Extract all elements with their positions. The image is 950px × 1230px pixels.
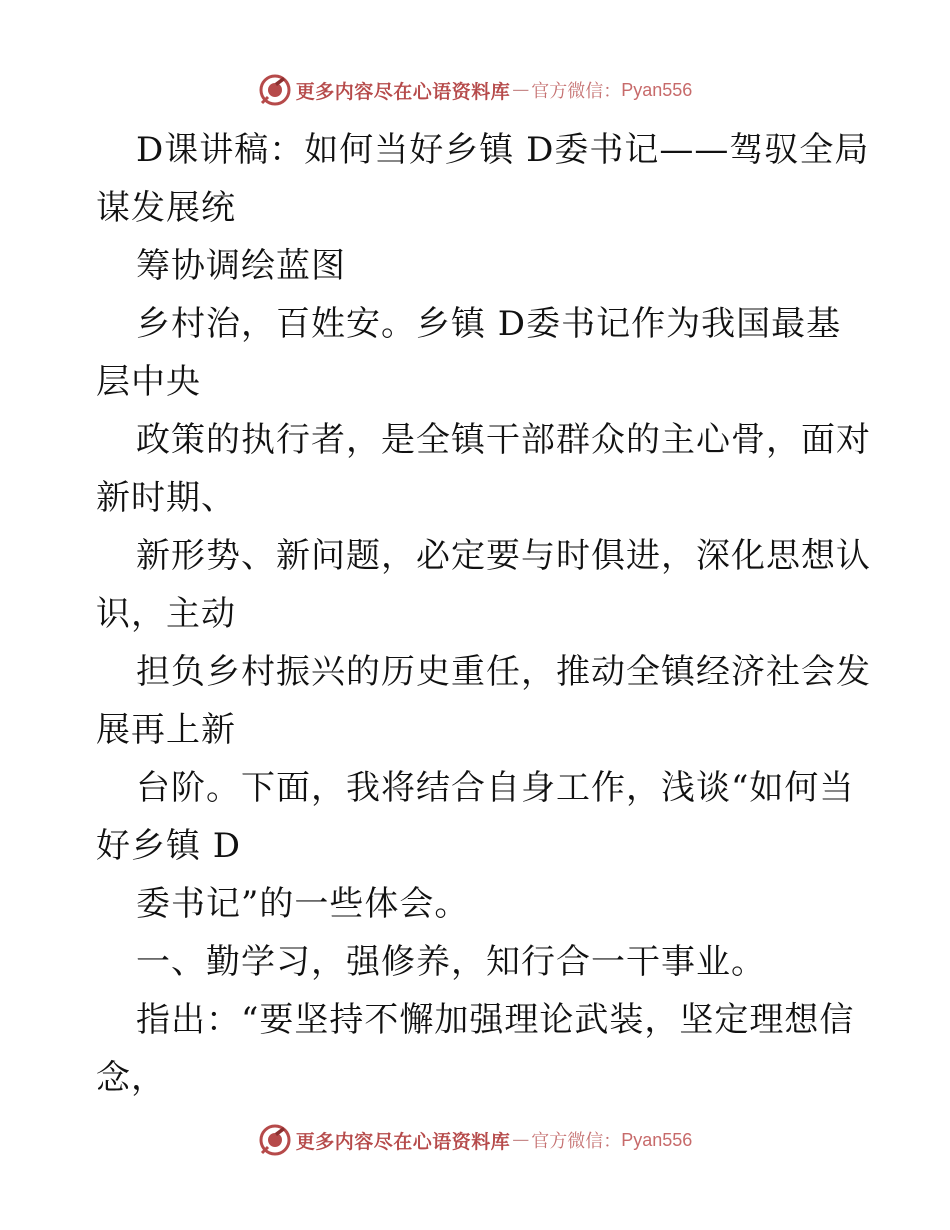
brand-logo-icon — [258, 1123, 292, 1157]
section-heading: 一、勤学习，强修养，知行合一干事业。 — [136, 942, 766, 982]
text-line: 台阶。下面，我将结合自身工作，浅谈“如何当 — [136, 768, 855, 808]
banner-wechat-label: 官方微信： — [531, 1131, 622, 1152]
text-line: 好乡镇 D — [96, 826, 242, 866]
text-line: 担负乡村振兴的历史重任，推动全镇经济社会发 — [136, 652, 871, 692]
text-line: 新形势、新问题，必定要与时俱进，深化思想认 — [136, 536, 871, 576]
text-line: 识，主动 — [96, 594, 236, 634]
text-line: 展再上新 — [96, 710, 236, 750]
text-line: 新时期、 — [96, 478, 236, 518]
footer-banner — [0, 1120, 950, 1160]
text-line: D课讲稿：如何当好乡镇 D委书记——驾驭全局 — [136, 130, 870, 170]
brand-logo-icon — [258, 73, 292, 107]
banner-separator: — — [512, 1130, 530, 1150]
text-line: 指出：“要坚持不懈加强理论武装，坚定理想信 — [136, 1000, 855, 1040]
banner-main-text: 更多内容尽在心语资料库 — [295, 80, 511, 103]
text-line: 政策的执行者，是全镇干部群众的主心骨，面对 — [136, 420, 871, 460]
banner-wechat-id: Pyan556 — [621, 1129, 693, 1150]
text-line: 谋发展统 — [96, 188, 236, 228]
text-line: 筹协调绘蓝图 — [136, 246, 346, 286]
banner-wechat-id: Pyan556 — [621, 79, 693, 100]
banner-main-text: 更多内容尽在心语资料库 — [295, 1130, 511, 1153]
header-banner — [0, 70, 950, 110]
text-line: 层中央 — [96, 362, 201, 402]
text-line: 乡村治，百姓安。乡镇 D委书记作为我国最基 — [136, 304, 842, 344]
banner-wechat-label: 官方微信： — [531, 81, 622, 102]
document-body — [96, 121, 871, 1107]
banner-separator: — — [512, 80, 530, 100]
text-line: 念， — [96, 1058, 166, 1098]
text-line: 委书记”的一些体会。 — [136, 884, 470, 924]
